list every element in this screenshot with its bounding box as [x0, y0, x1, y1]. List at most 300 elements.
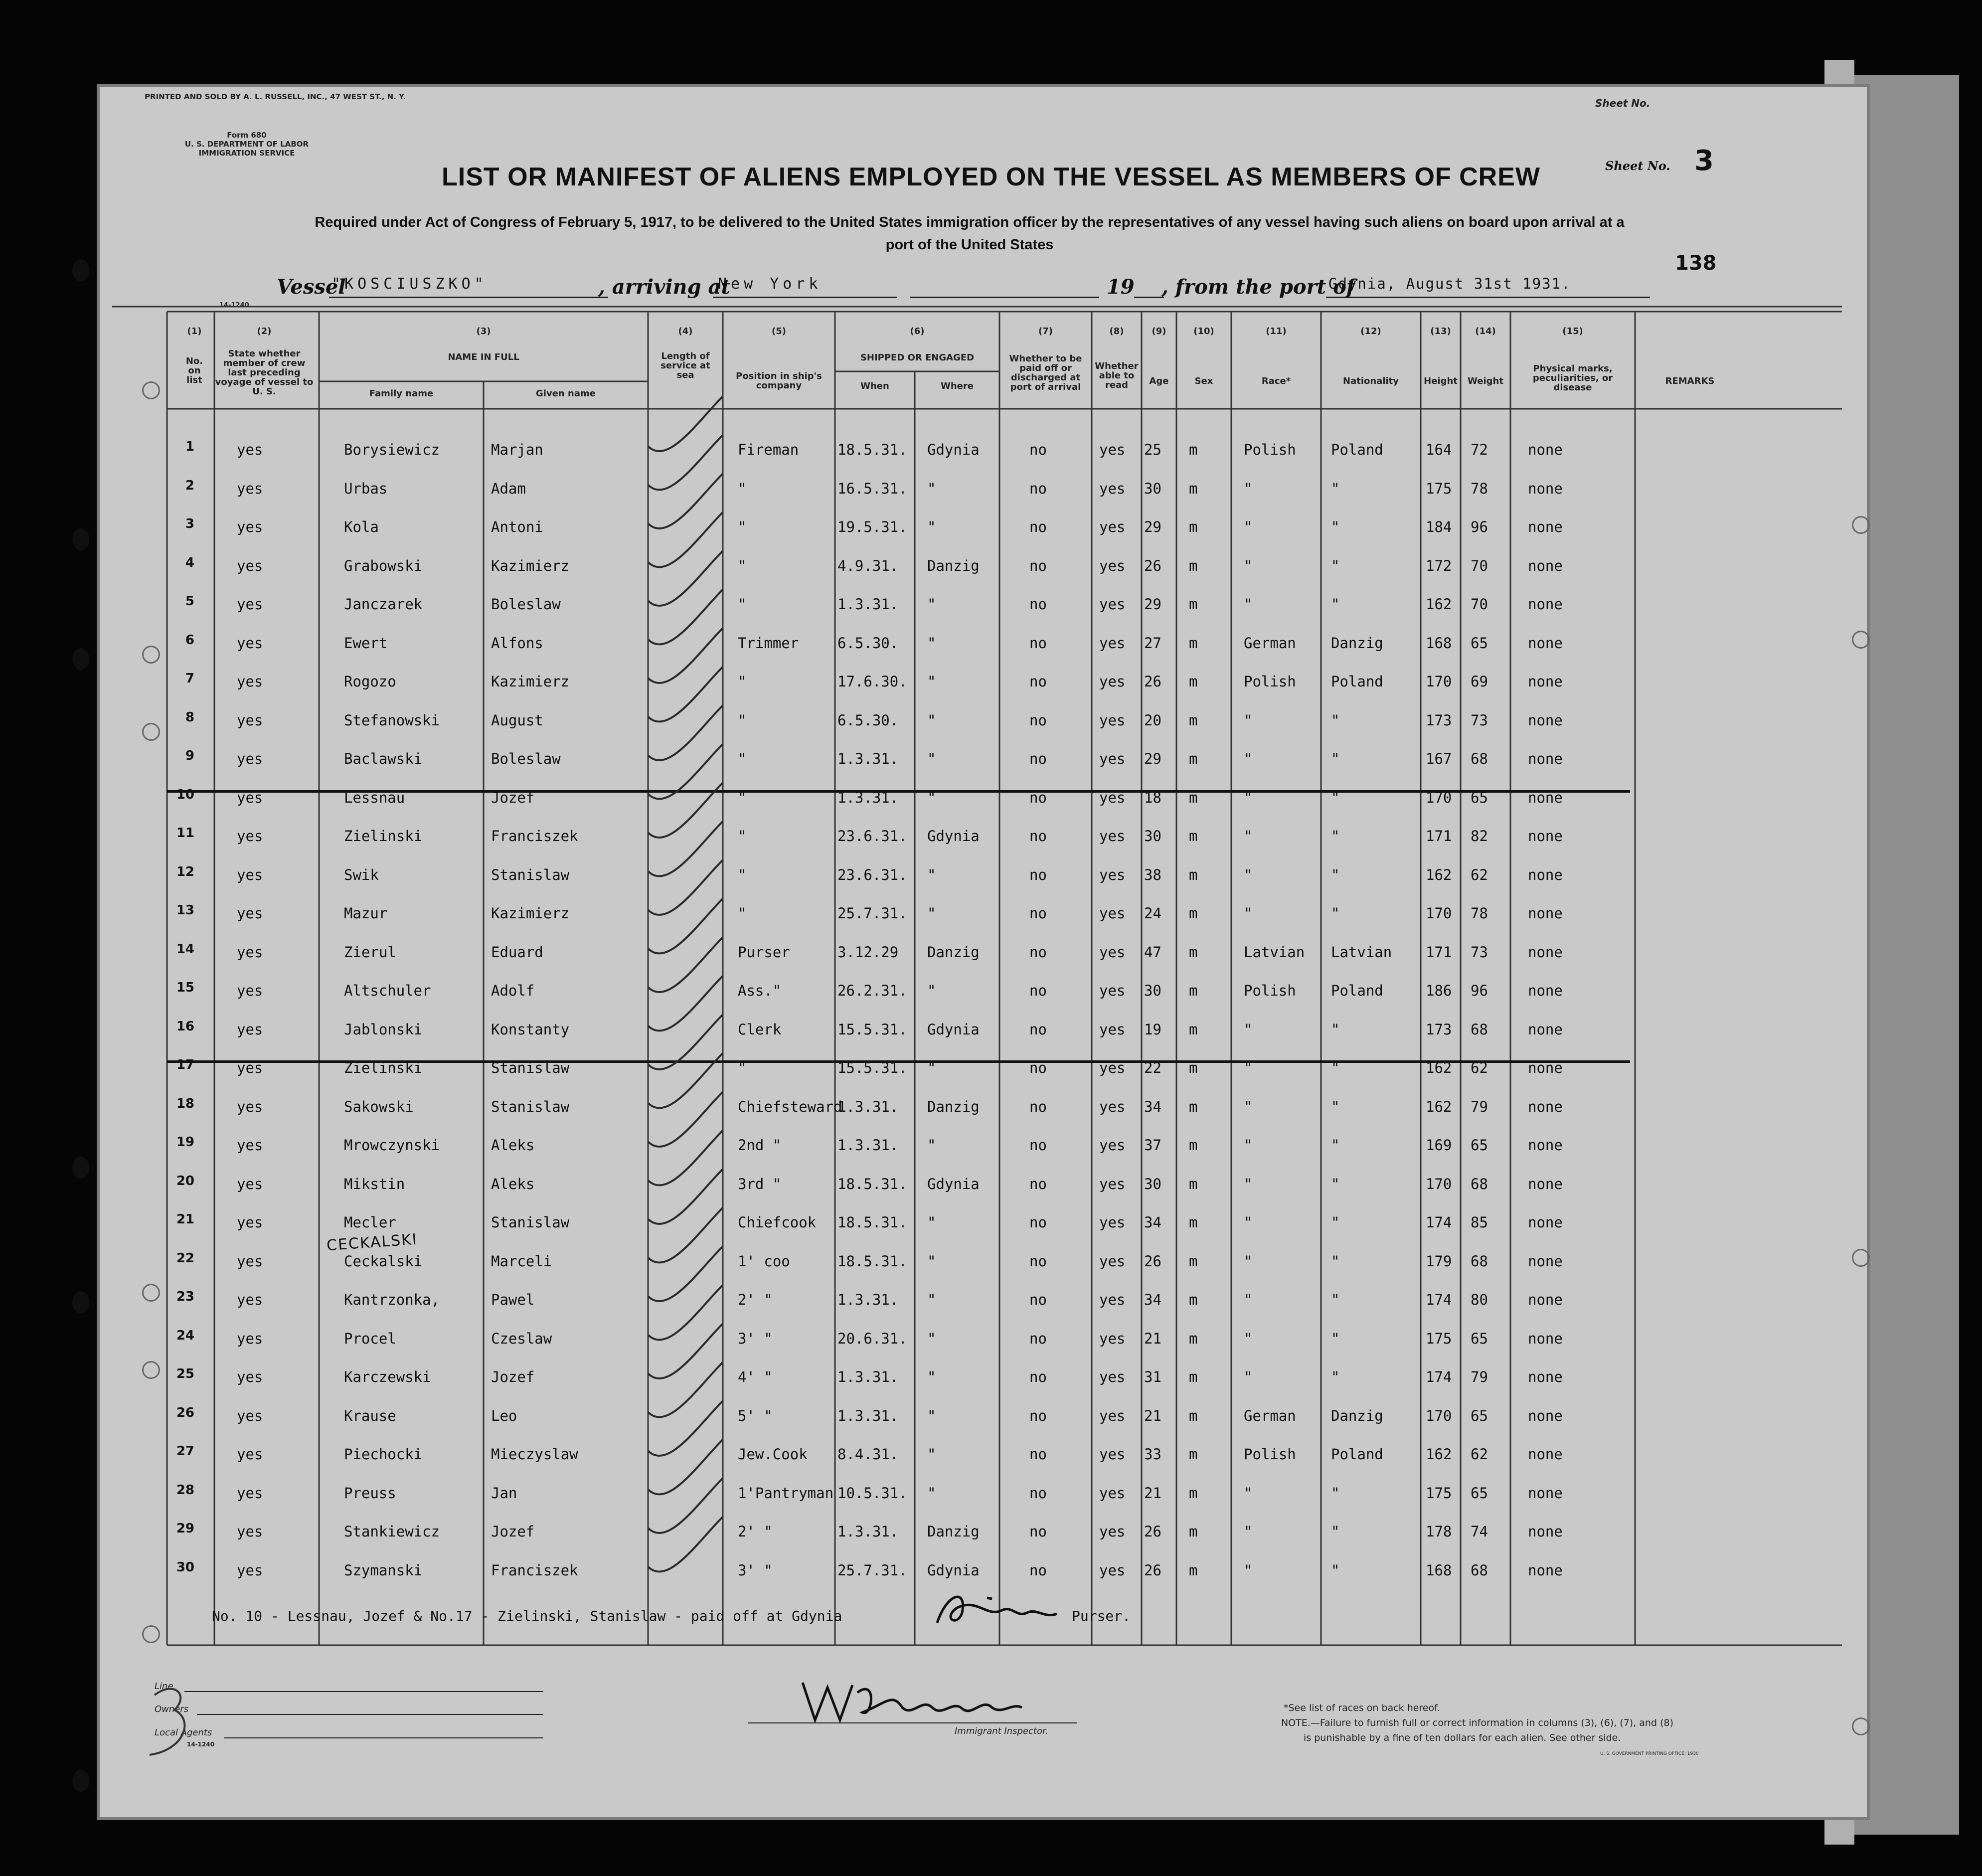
cell-phys: none	[1528, 1484, 1563, 1502]
cell-family: Mrowczynski	[344, 1137, 440, 1154]
cell-nat: "	[1331, 1059, 1340, 1076]
cell-nat: "	[1331, 1252, 1340, 1270]
col-num-7: (7)	[1038, 326, 1053, 337]
cell-position: 3' "	[738, 1330, 773, 1347]
cell-paid: no	[1029, 1484, 1047, 1502]
owners-underline	[197, 1714, 543, 1715]
cell-nat: "	[1331, 596, 1340, 613]
cell-age: 24	[1144, 905, 1161, 922]
cell-no: 6	[185, 632, 194, 648]
cell-race: "	[1244, 866, 1253, 883]
cell-family: Zierul	[344, 943, 396, 961]
binder-ring	[142, 646, 160, 664]
cell-given: Alfons	[491, 634, 543, 652]
races-note: *See list of races on back hereof.	[1284, 1703, 1440, 1713]
cell-nat: "	[1331, 1484, 1340, 1502]
cell-sex: m	[1189, 1137, 1198, 1154]
cell-weight: 73	[1471, 711, 1488, 729]
cell-no: 24	[176, 1328, 194, 1343]
cell-phys: none	[1528, 1561, 1563, 1579]
col-paid-off: Whether to be paid off or discharged at port of arrival	[1009, 353, 1082, 392]
page-number: 138	[1675, 252, 1717, 275]
cell-sex: m	[1189, 673, 1198, 690]
cell-no: 22	[176, 1250, 194, 1266]
date-underline	[910, 297, 1099, 298]
year-underline	[1134, 297, 1164, 298]
cell-given: August	[491, 711, 543, 729]
cell-nat: "	[1331, 750, 1340, 767]
cell-race: German	[1244, 634, 1296, 652]
cell-weight: 85	[1471, 1214, 1488, 1231]
cell-sex: m	[1189, 1523, 1198, 1540]
cell-where: "	[927, 596, 936, 613]
cell-paid: no	[1029, 673, 1047, 690]
col-length-service: Length of service at sea	[661, 351, 710, 380]
col-num-8: (8)	[1109, 326, 1124, 337]
cell-age: 26	[1144, 673, 1161, 690]
cell-no: 27	[176, 1444, 194, 1459]
cell-family: Preuss	[344, 1484, 396, 1502]
col-position: Position in ship's company	[736, 371, 822, 391]
cell-weight: 96	[1471, 982, 1488, 999]
cell-read: yes	[1099, 596, 1126, 613]
cell-prev: yes	[237, 1059, 263, 1076]
vessel-label: Vessel	[277, 275, 346, 299]
cell-height: 170	[1426, 789, 1452, 806]
form-number: Form 680	[227, 131, 267, 140]
cell-age: 34	[1144, 1291, 1161, 1308]
cell-read: yes	[1099, 1291, 1126, 1308]
cell-given: Boleslaw	[491, 596, 561, 613]
cell-sex: m	[1189, 1484, 1198, 1502]
cell-no: 20	[176, 1173, 194, 1189]
cell-age: 27	[1144, 634, 1161, 652]
cell-position: Trimmer	[738, 634, 799, 652]
cell-race: "	[1244, 1021, 1253, 1038]
cell-sex: m	[1189, 866, 1198, 883]
cell-position: "	[738, 905, 747, 922]
cell-height: 162	[1426, 1446, 1452, 1463]
cell-when: 1.3.31.	[837, 1368, 899, 1385]
cell-paid: no	[1029, 1291, 1047, 1308]
cell-family: Ceckalski	[344, 1252, 423, 1270]
cell-sex: m	[1189, 1021, 1198, 1038]
cell-no: 18	[176, 1096, 194, 1111]
cell-sex: m	[1189, 711, 1198, 729]
cell-weight: 70	[1471, 557, 1488, 574]
cell-given: Franciszek	[491, 828, 578, 845]
cell-position: "	[738, 789, 747, 806]
cell-when: 3.12.29	[837, 943, 899, 961]
cell-family: Kola	[344, 518, 379, 535]
cell-age: 34	[1144, 1214, 1161, 1231]
cell-age: 26	[1144, 1523, 1161, 1540]
cell-family: Rogozo	[344, 673, 396, 690]
cell-prev: yes	[237, 1523, 263, 1540]
cell-weight: 78	[1471, 480, 1488, 497]
cell-read: yes	[1099, 1175, 1126, 1193]
cell-height: 171	[1426, 943, 1452, 961]
cell-height: 170	[1426, 673, 1452, 690]
cell-no: 30	[176, 1559, 194, 1575]
cell-height: 170	[1426, 1407, 1452, 1424]
cell-no: 26	[176, 1405, 194, 1420]
cell-nat: Danzig	[1331, 1407, 1383, 1424]
cell-sex: m	[1189, 1098, 1198, 1115]
col-num-1: (1)	[187, 326, 202, 337]
row-22-handwritten-correction: CECKALSKI	[326, 1230, 418, 1255]
cell-sex: m	[1189, 1059, 1198, 1076]
cell-height: 186	[1426, 982, 1452, 999]
purser-label: Purser.	[1072, 1608, 1131, 1624]
cell-nat: "	[1331, 480, 1340, 497]
cell-phys: none	[1528, 596, 1563, 613]
cell-when: 1.3.31.	[837, 596, 899, 613]
col-num-5: (5)	[772, 326, 786, 337]
cell-nat: Poland	[1331, 1446, 1383, 1463]
cell-race: "	[1244, 1561, 1253, 1579]
cell-family: Procel	[344, 1330, 396, 1347]
cell-phys: none	[1528, 1523, 1563, 1540]
cell-race: "	[1244, 557, 1253, 574]
cell-position: 1'Pantryman	[738, 1484, 834, 1502]
cell-where: "	[927, 982, 936, 999]
cell-when: 25.7.31.	[837, 905, 907, 922]
cell-where: Gdynia	[927, 1175, 980, 1193]
cell-race: "	[1244, 1484, 1253, 1502]
binder-hole	[72, 1291, 89, 1313]
cell-position: 2' "	[738, 1523, 773, 1540]
col-num-14: (14)	[1475, 326, 1496, 337]
cell-when: 18.5.31.	[837, 441, 907, 458]
cell-height: 168	[1426, 1561, 1452, 1579]
cell-no: 1	[185, 439, 194, 454]
cell-race: "	[1244, 596, 1253, 613]
cell-weight: 96	[1471, 518, 1488, 535]
year-label: 19	[1107, 275, 1135, 299]
cell-phys: none	[1528, 673, 1563, 690]
penalty-note-2: is punishable by a fine of ten dollars for each alien. See other side.	[1304, 1732, 1621, 1743]
binder-ring	[142, 1361, 160, 1379]
cell-given: Stanislaw	[491, 1059, 570, 1076]
cell-paid: no	[1029, 518, 1047, 535]
cell-family: Piechocki	[344, 1446, 423, 1463]
cell-weight: 74	[1471, 1523, 1488, 1540]
cell-sex: m	[1189, 518, 1198, 535]
cell-weight: 68	[1471, 1561, 1488, 1579]
cell-nat: "	[1331, 905, 1340, 922]
paid-off-footnote: No. 10 - Lessnau, Jozef & No.17 - Zielinski, Stanislaw - paid off at Gdynia	[212, 1608, 842, 1624]
cell-weight: 68	[1471, 1175, 1488, 1193]
cell-paid: no	[1029, 789, 1047, 806]
cell-read: yes	[1099, 1523, 1126, 1540]
cell-when: 10.5.31.	[837, 1484, 907, 1502]
cell-where: "	[927, 905, 936, 922]
cell-family: Baclawski	[344, 750, 423, 767]
cell-height: 173	[1426, 1021, 1452, 1038]
cell-weight: 68	[1471, 750, 1488, 767]
cell-age: 29	[1144, 750, 1161, 767]
cell-paid: no	[1029, 634, 1047, 652]
arriving-label: , arriving at	[598, 275, 730, 299]
cell-sex: m	[1189, 1446, 1198, 1463]
cell-prev: yes	[237, 1368, 263, 1385]
cell-family: Stefanowski	[344, 711, 440, 729]
cell-phys: none	[1528, 982, 1563, 999]
form-info	[179, 131, 314, 158]
cell-weight: 65	[1471, 789, 1488, 806]
cell-sex: m	[1189, 1291, 1198, 1308]
col-num-11: (11)	[1266, 326, 1287, 337]
cell-nat: Poland	[1331, 982, 1383, 999]
cell-sex: m	[1189, 1214, 1198, 1231]
cell-read: yes	[1099, 1446, 1126, 1463]
cell-phys: none	[1528, 905, 1563, 922]
cell-when: 4.9.31.	[837, 557, 899, 574]
cell-prev: yes	[237, 750, 263, 767]
cell-weight: 72	[1471, 441, 1488, 458]
cell-when: 17.6.30.	[837, 673, 907, 690]
cell-given: Stanislaw	[491, 866, 570, 883]
cell-phys: none	[1528, 1175, 1563, 1193]
cell-family: Karczewski	[344, 1368, 431, 1385]
cell-paid: no	[1029, 1098, 1047, 1115]
cell-prev: yes	[237, 1291, 263, 1308]
cell-no: 5	[185, 594, 194, 609]
cell-when: 6.5.30.	[837, 634, 899, 652]
cell-no: 29	[176, 1521, 194, 1536]
cell-phys: none	[1528, 1291, 1563, 1308]
cell-given: Marjan	[491, 441, 543, 458]
cell-given: Aleks	[491, 1175, 535, 1193]
cell-position: "	[738, 1059, 747, 1076]
line-underline	[184, 1691, 543, 1692]
owners-label: Owners	[155, 1704, 189, 1714]
cell-age: 20	[1144, 711, 1161, 729]
cell-position: 2nd "	[738, 1137, 782, 1154]
cell-where: "	[927, 1059, 936, 1076]
cell-family: Stankiewicz	[344, 1523, 440, 1540]
cell-phys: none	[1528, 1446, 1563, 1463]
cell-sex: m	[1189, 480, 1198, 497]
cell-given: Jozef	[491, 1368, 535, 1385]
cell-given: Jozef	[491, 1523, 535, 1540]
cell-phys: none	[1528, 866, 1563, 883]
cell-race: "	[1244, 1252, 1253, 1270]
col-when: When	[860, 381, 889, 391]
cell-prev: yes	[237, 634, 263, 652]
cell-paid: no	[1029, 1330, 1047, 1347]
cell-family: Altschuler	[344, 982, 431, 999]
cell-nat: "	[1331, 518, 1340, 535]
cell-given: Adolf	[491, 982, 535, 999]
cell-where: Danzig	[927, 1523, 980, 1540]
col-num-2: (2)	[257, 326, 272, 337]
cell-weight: 68	[1471, 1021, 1488, 1038]
cell-family: Szymanski	[344, 1561, 423, 1579]
cell-read: yes	[1099, 943, 1126, 961]
cell-age: 25	[1144, 441, 1161, 458]
cell-prev: yes	[237, 1021, 263, 1038]
cell-family: Kantrzonka,	[344, 1291, 440, 1308]
cell-sex: m	[1189, 596, 1198, 613]
cell-height: 162	[1426, 596, 1452, 613]
binder-ring	[142, 1625, 160, 1643]
cell-weight: 65	[1471, 634, 1488, 652]
cell-weight: 62	[1471, 866, 1488, 883]
cell-family: Swik	[344, 866, 379, 883]
cell-prev: yes	[237, 1252, 263, 1270]
cell-prev: yes	[237, 441, 263, 458]
page-title: LIST OR MANIFEST OF ALIENS EMPLOYED ON THE VESSEL AS MEMBERS OF CREW	[442, 163, 1540, 191]
form-code: 14-1240	[219, 302, 249, 309]
cell-read: yes	[1099, 866, 1126, 883]
cell-no: 4	[185, 555, 194, 570]
cell-nat: Latvian	[1331, 943, 1392, 961]
cell-where: Danzig	[927, 557, 980, 574]
cell-weight: 62	[1471, 1446, 1488, 1463]
cell-position: "	[738, 750, 747, 767]
cell-age: 26	[1144, 1561, 1161, 1579]
cell-paid: no	[1029, 480, 1047, 497]
cell-prev: yes	[237, 480, 263, 497]
cell-position: 2' "	[738, 1291, 773, 1308]
cell-no: 16	[176, 1019, 194, 1034]
cell-where: "	[927, 1137, 936, 1154]
cell-phys: none	[1528, 750, 1563, 767]
cell-sex: m	[1189, 557, 1198, 574]
cell-paid: no	[1029, 828, 1047, 845]
cell-family: Urbas	[344, 480, 388, 497]
cell-race: "	[1244, 480, 1253, 497]
cell-no: 8	[185, 709, 194, 725]
cell-given: Stanislaw	[491, 1098, 570, 1115]
cell-position: "	[738, 557, 747, 574]
binder-ring	[1852, 516, 1870, 534]
from-underline	[1326, 297, 1650, 298]
cell-age: 33	[1144, 1446, 1161, 1463]
cell-weight: 70	[1471, 596, 1488, 613]
cell-when: 6.5.30.	[837, 711, 899, 729]
cell-phys: none	[1528, 480, 1563, 497]
department: U. S. DEPARTMENT OF LABOR	[184, 140, 309, 149]
cell-prev: yes	[237, 943, 263, 961]
cell-no: 15	[176, 980, 194, 995]
cell-height: 170	[1426, 905, 1452, 922]
cell-sex: m	[1189, 828, 1198, 845]
cell-paid: no	[1029, 1523, 1047, 1540]
cell-paid: no	[1029, 1407, 1047, 1424]
cell-height: 164	[1426, 441, 1452, 458]
cell-read: yes	[1099, 711, 1126, 729]
binder-hole	[72, 648, 89, 670]
cell-read: yes	[1099, 557, 1126, 574]
cell-race: "	[1244, 1214, 1253, 1231]
cell-age: 30	[1144, 1175, 1161, 1193]
cell-height: 175	[1426, 1330, 1452, 1347]
strike-through-line	[167, 790, 1630, 793]
cell-prev: yes	[237, 711, 263, 729]
cell-given: Kazimierz	[491, 905, 570, 922]
cell-age: 18	[1144, 789, 1161, 806]
cell-when: 1.3.31.	[837, 750, 899, 767]
cell-where: "	[927, 1446, 936, 1463]
cell-sex: m	[1189, 1175, 1198, 1193]
cell-height: 174	[1426, 1214, 1452, 1231]
cell-when: 26.2.31.	[837, 982, 907, 999]
cell-phys: none	[1528, 1021, 1563, 1038]
cell-position: "	[738, 711, 747, 729]
cell-phys: none	[1528, 1330, 1563, 1347]
cell-given: Jozef	[491, 789, 535, 806]
cell-when: 20.6.31.	[837, 1330, 907, 1347]
cell-sex: m	[1189, 789, 1198, 806]
cell-age: 19	[1144, 1021, 1161, 1038]
local-agents-code: 14-1240	[187, 1741, 215, 1748]
cell-family: Lessnau	[344, 789, 405, 806]
from-port-date: Gdynia, August 31st 1931.	[1328, 275, 1571, 292]
cell-no: 3	[185, 516, 194, 531]
cell-read: yes	[1099, 1098, 1126, 1115]
cell-where: "	[927, 480, 936, 497]
cell-age: 37	[1144, 1137, 1161, 1154]
arriving-port: New York	[718, 275, 822, 293]
binder-ring	[142, 723, 160, 741]
cell-prev: yes	[237, 1446, 263, 1463]
cell-paid: no	[1029, 596, 1047, 613]
cell-position: "	[738, 673, 747, 690]
col-family-name: Family name	[369, 388, 434, 399]
cell-nat: "	[1331, 1175, 1340, 1193]
cell-where: "	[927, 1291, 936, 1308]
col-num-10: (10)	[1193, 326, 1214, 337]
cell-position: Fireman	[738, 441, 799, 458]
sheet-no-label: Sheet No.	[1605, 159, 1670, 173]
cell-given: Aleks	[491, 1137, 535, 1154]
cell-no: 19	[176, 1135, 194, 1150]
cell-phys: none	[1528, 557, 1563, 574]
cell-prev: yes	[237, 1137, 263, 1154]
cell-where: "	[927, 866, 936, 883]
cell-age: 29	[1144, 518, 1161, 535]
binder-ring	[1852, 1717, 1870, 1735]
cell-prev: yes	[237, 905, 263, 922]
col-num-6: (6)	[910, 326, 925, 337]
printer-line: PRINTED AND SOLD BY A. L. RUSSELL, INC., 47 WEST ST., N. Y.	[145, 92, 406, 101]
cell-height: 172	[1426, 557, 1452, 574]
cell-age: 38	[1144, 866, 1161, 883]
cell-prev: yes	[237, 557, 263, 574]
sheet-no-top: Sheet No.	[1595, 97, 1651, 109]
cell-when: 18.5.31.	[837, 1175, 907, 1193]
cell-height: 179	[1426, 1252, 1452, 1270]
cell-read: yes	[1099, 518, 1126, 535]
cell-prev: yes	[237, 1561, 263, 1579]
cell-paid: no	[1029, 1368, 1047, 1385]
cell-read: yes	[1099, 1330, 1126, 1347]
cell-when: 16.5.31.	[837, 480, 907, 497]
cell-read: yes	[1099, 1561, 1126, 1579]
cell-where: "	[927, 673, 936, 690]
local-agents-underline	[224, 1737, 543, 1738]
cell-family: Mikstin	[344, 1175, 405, 1193]
cell-position: "	[738, 828, 747, 845]
cell-sex: m	[1189, 1368, 1198, 1385]
cell-height: 169	[1426, 1137, 1452, 1154]
cell-phys: none	[1528, 1252, 1563, 1270]
col-given-name: Given name	[536, 388, 596, 399]
cell-no: 23	[176, 1289, 194, 1304]
